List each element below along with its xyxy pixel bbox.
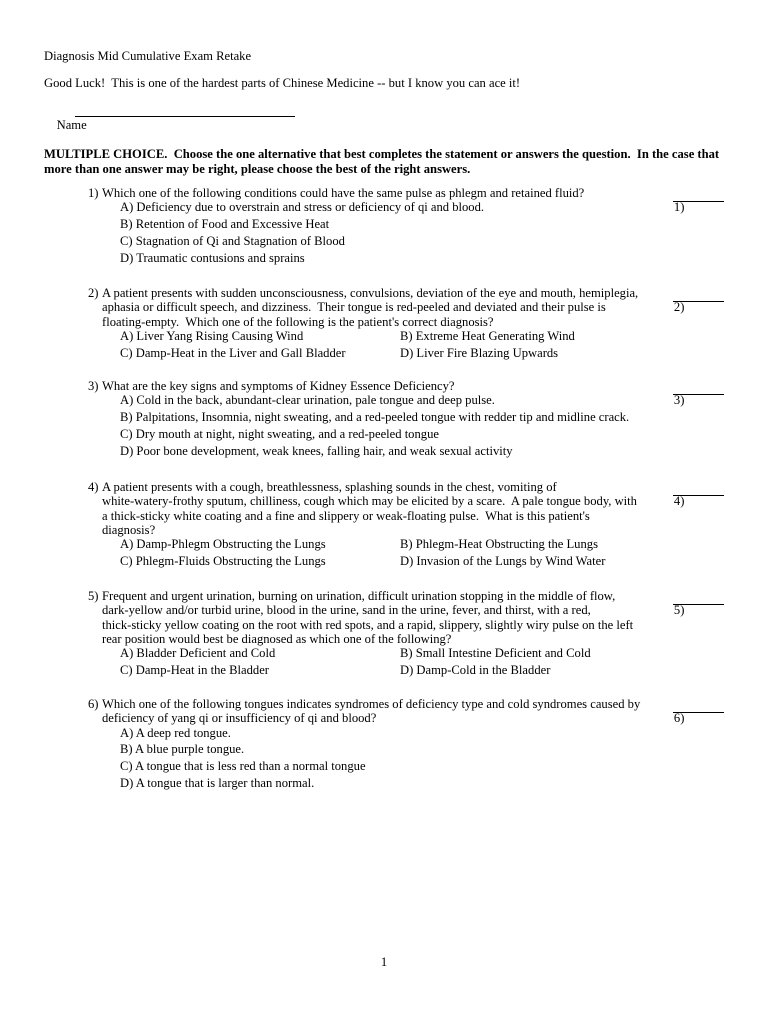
question-4 — [0, 480, 768, 570]
question-text: Which one of the following tongues indicates syndromes of deficiency type and cold syndromes caused by deficiency of yang qi or insufficiency of qi and blood? — [102, 697, 641, 726]
question-stem — [0, 697, 768, 726]
question-number: 1) — [88, 186, 99, 200]
greeting-text: Good Luck! This is one of the hardest parts of Chinese Medicine -- but I know you can ace it! — [44, 76, 521, 90]
option-b: B) Palpitations, Insomnia, night sweating, and a red-peeled tongue with redder tip and midline crack. — [120, 410, 630, 425]
answer-line — [673, 495, 724, 496]
option-a: A) Cold in the back, abundant-clear urination, pale tongue and deep pulse. — [120, 393, 495, 408]
option-b: B) Retention of Food and Excessive Heat — [120, 217, 330, 232]
question-5 — [0, 589, 768, 679]
answer-number: 2) — [673, 300, 685, 315]
option-d: D) Poor bone development, weak knees, falling hair, and weak sexual activity — [120, 443, 513, 458]
answer-number: 5) — [673, 603, 685, 618]
option-b: B) Extreme Heat Generating Wind — [400, 328, 575, 343]
answer-number: 1) — [673, 200, 685, 215]
question-stem — [0, 186, 768, 200]
option-a: A) Liver Yang Rising Causing Wind — [120, 328, 304, 343]
answer-line — [673, 201, 724, 202]
answer-number: 3) — [673, 393, 685, 408]
option-d: D) Damp-Cold in the Bladder — [400, 662, 551, 677]
option-c: C) A tongue that is less red than a normal tongue — [120, 759, 366, 774]
options-list — [0, 328, 768, 362]
option-a: A) Damp-Phlegm Obstructing the Lungs — [120, 537, 326, 552]
options-list — [0, 536, 768, 570]
answer-line — [673, 604, 724, 605]
question-number: 2) — [88, 286, 99, 300]
answer-number: 4) — [673, 494, 685, 509]
question-text: Which one of the following conditions could have the same pulse as phlegm and retained fluid? — [102, 186, 585, 200]
answer-line — [673, 712, 724, 713]
option-d: D) Traumatic contusions and sprains — [120, 250, 305, 265]
question-stem — [0, 286, 768, 329]
options-list — [0, 199, 768, 266]
name-label: Name — [56, 118, 87, 132]
question-number: 6) — [88, 697, 99, 711]
instructions: MULTIPLE CHOICE. Choose the one alternative that best completes the statement or answers the question. In the case that more than one answer may be right, please choose the best of the right answers. — [44, 147, 720, 176]
answer-blank — [655, 379, 727, 408]
answer-line — [673, 301, 724, 302]
option-c: C) Phlegm-Fluids Obstructing the Lungs — [120, 553, 326, 568]
question-3 — [0, 379, 768, 459]
option-d: D) Liver Fire Blazing Upwards — [400, 345, 559, 360]
options-list — [0, 392, 768, 459]
question-number: 3) — [88, 379, 99, 393]
question-stem — [0, 589, 768, 646]
option-b: B) Small Intestine Deficient and Cold — [400, 646, 591, 661]
answer-blank — [655, 589, 727, 618]
option-b: B) Phlegm-Heat Obstructing the Lungs — [400, 537, 598, 552]
question-stem — [0, 480, 768, 537]
page-number: 1 — [380, 955, 388, 969]
option-d: D) Invasion of the Lungs by Wind Water — [400, 553, 606, 568]
option-a: A) Deficiency due to overstrain and stress or deficiency of qi and blood. — [120, 200, 485, 215]
options-list — [0, 645, 768, 679]
option-c: C) Dry mouth at night, night sweating, and a red-peeled tongue — [120, 426, 439, 441]
question-number: 5) — [88, 589, 99, 603]
option-c: C) Damp-Heat in the Liver and Gall Bladder — [120, 345, 346, 360]
answer-blank — [655, 286, 727, 315]
answer-blank — [655, 697, 727, 726]
question-text: A patient presents with a cough, breathlessness, splashing sounds in the chest, vomiting of white-watery-frothy sputum, chilliness, cough which may be elicited by a scare. A pale tongue body, with a thick-sticky white coating and a fine and slippery or weak-floating pulse. What is this patient's diagnosis? — [102, 480, 637, 537]
option-c: C) Damp-Heat in the Bladder — [120, 662, 269, 677]
name-blank-line — [75, 116, 295, 117]
exam-title: Diagnosis Mid Cumulative Exam Retake — [44, 49, 252, 63]
options-list — [0, 725, 768, 792]
answer-number: 6) — [673, 711, 685, 726]
question-stem — [0, 379, 768, 393]
question-2 — [0, 286, 768, 361]
question-number: 4) — [88, 480, 99, 494]
option-b: B) A blue purple tongue. — [120, 742, 245, 757]
answer-blank — [655, 186, 727, 215]
option-a: A) A deep red tongue. — [120, 725, 231, 740]
question-1 — [0, 186, 768, 266]
question-text: Frequent and urgent urination, burning on urination, difficult urination stopping in the middle of flow, dark-yellow and/or turbid urine, blood in the urine, sand in the urine, fever, and thirst, with a red, thick-sticky yellow coating on the root with red spots, and a rapid, slippery, slightly wiry pulse on the left rear position would best be diagnosed as which one of the following? — [102, 589, 634, 646]
option-d: D) A tongue that is larger than normal. — [120, 775, 315, 790]
answer-blank — [655, 480, 727, 509]
question-6 — [0, 697, 768, 792]
option-c: C) Stagnation of Qi and Stagnation of Blood — [120, 233, 345, 248]
option-a: A) Bladder Deficient and Cold — [120, 646, 276, 661]
answer-line — [673, 394, 724, 395]
question-text: What are the key signs and symptoms of Kidney Essence Deficiency? — [102, 379, 455, 393]
question-text: A patient presents with sudden unconsciousness, convulsions, deviation of the eye and mouth, hemiplegia, aphasia or difficult speech, and dizziness. Their tongue is red-peeled and deviated and their pulse is floating-empty. Which one of the following is the patient's correct diagnosis? — [102, 286, 639, 329]
